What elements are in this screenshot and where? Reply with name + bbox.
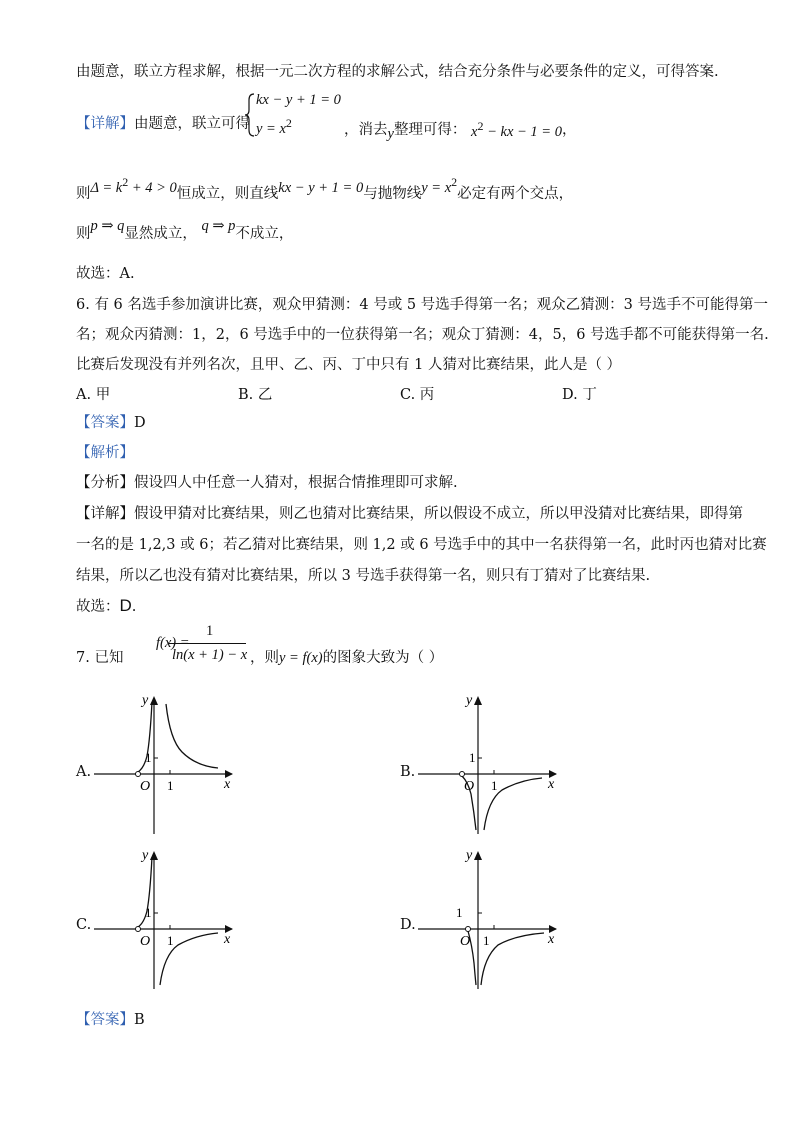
label-tick-y: 1	[145, 750, 152, 765]
label-x: x	[224, 777, 231, 792]
label-origin: O	[464, 779, 475, 794]
label-x: x	[548, 932, 555, 947]
q6-analysis-tag: 【解析】	[76, 445, 134, 461]
detail-pre: 由题意，联立可得	[134, 116, 250, 132]
q7-option-c: C.	[76, 917, 92, 933]
detail-tag: 【详解】	[76, 116, 134, 132]
label-tick-x: 1	[483, 933, 490, 948]
label-tick-x: 1	[167, 778, 174, 793]
open-point	[136, 772, 141, 777]
equation-system	[244, 92, 344, 136]
fraction-bar	[168, 643, 246, 644]
q7-answer: 【答案】B	[76, 1012, 145, 1028]
label-tick-y: 1	[456, 905, 463, 920]
analysis-text: 由题意，联立方程求解，根据一元二次方程的求解公式，结合充分条件与必要条件的定义，可得答案.	[76, 64, 719, 80]
q7-stem-pre: 7. 已知	[76, 650, 124, 666]
q6-detail-2: 一名的是 1,2,3 或 6；若乙猜对比赛结果，则 1,2 或 6 号选手中的其中一名获得第一名，此时丙也猜对比赛	[76, 537, 767, 553]
label-y: y	[142, 693, 149, 708]
label-x: x	[548, 777, 555, 792]
q7-function	[156, 623, 248, 669]
open-point	[136, 927, 141, 932]
label-tick-y: 1	[469, 750, 476, 765]
q6-option-a: A. 甲	[76, 387, 111, 403]
answer-choice-a: 故选：A.	[76, 266, 135, 282]
label-origin: O	[460, 934, 471, 949]
q6-option-b: B. 乙	[238, 387, 273, 403]
label-tick-y: 1	[145, 905, 152, 920]
delta-line: 则$\Delta = k^2 + 4 > 0$恒成立，则直线kx − y + 1 = 0与抛物线$y = x^2$必定有两个交点，	[76, 175, 574, 202]
q6-line-1: 6. 有 6 名选手参加演讲比赛，观众甲猜测：4 号或 5 号选手得第一名；观众乙猜测：3 号选手不可能得第一	[76, 297, 768, 313]
graph-d	[416, 845, 566, 995]
label-origin: O	[140, 934, 151, 949]
label-tick-x: 1	[491, 778, 498, 793]
q6-option-d: D. 丁	[562, 387, 597, 403]
q6-choose: 故选：D.	[76, 596, 137, 615]
label-y: y	[466, 693, 473, 708]
q7-stem-post: ，则y = f(x)的图象大致为（ ）	[250, 650, 444, 666]
detail-continued: ，消去y整理可得： $x^2$ − kx − 1 = 0，	[344, 119, 577, 142]
curve-right	[166, 704, 218, 768]
q7-option-a: A.	[76, 764, 92, 780]
q7-option-b: B.	[400, 764, 416, 780]
y-arrow-icon	[150, 696, 158, 705]
q6-detail-3: 结果，所以乙也没有猜对比赛结果，所以 3 号选手获得第一名，则只有丁猜对了比赛结果.	[76, 568, 651, 584]
curve-right	[481, 933, 544, 985]
detail-intro	[76, 114, 250, 134]
y-arrow-icon	[474, 696, 482, 705]
open-point	[466, 927, 471, 932]
system-eq1: kx − y + 1 = 0	[256, 92, 341, 108]
label-origin: O	[140, 779, 151, 794]
q6-line-3: 比赛后发现没有并列名次，且甲、乙、丙、丁中只有 1 人猜对比赛结果，此人是（ ）	[76, 357, 622, 373]
label-y: y	[466, 848, 473, 863]
q6-option-c: C. 丙	[400, 387, 435, 403]
q6-line-2: 名；观众丙猜测：1，2，6 号选手中的一位获得第一名；观众丁猜测：4，5，6 号选手都不可能获得第一名.	[76, 327, 769, 343]
q7-denominator: ln(x + 1) − x	[172, 647, 248, 663]
y-arrow-icon	[474, 851, 482, 860]
label-tick-x: 1	[167, 933, 174, 948]
graph-a	[92, 690, 242, 840]
label-y: y	[142, 848, 149, 863]
pq-line: 则p ⇒ q显然成立， q ⇒ p不成立，	[76, 218, 294, 242]
q7-numerator: 1	[206, 623, 214, 639]
q6-answer: 【答案】D	[76, 415, 146, 431]
q7-option-d: D.	[400, 917, 416, 933]
y-arrow-icon	[150, 851, 158, 860]
graph-c	[92, 845, 242, 995]
q7-fx: f(x) =	[156, 635, 190, 651]
label-x: x	[224, 932, 231, 947]
open-point	[460, 772, 465, 777]
graph-b	[416, 690, 566, 840]
system-eq2: $y = x^2$	[256, 116, 292, 137]
q6-detail-1: 【详解】假设甲猜对比赛结果，则乙也猜对比赛结果，所以假设不成立，所以甲没猜对比赛结果，即得第	[76, 506, 743, 522]
q6-fenxi: 【分析】假设四人中任意一人猜对，根据合情推理即可求解.	[76, 475, 458, 491]
